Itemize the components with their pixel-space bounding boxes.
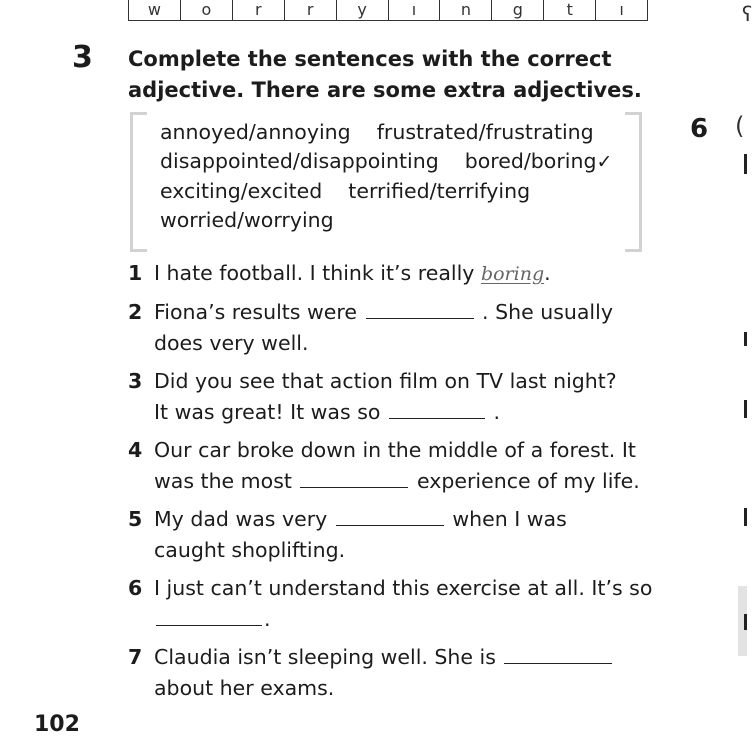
sentence-part: about her exams.	[154, 676, 335, 700]
word-option: terrified/terrifying	[348, 179, 531, 203]
answer-blank[interactable]	[366, 299, 474, 319]
edge-fragment	[744, 614, 747, 630]
next-exercise-number: 6	[690, 114, 709, 144]
word-row	[160, 177, 612, 206]
bracket-right	[625, 112, 642, 252]
sentence-item	[128, 258, 688, 290]
sentence-item	[128, 642, 688, 704]
letter-cell: g	[491, 0, 543, 20]
instruction-line: Complete the sentences with the correct	[128, 47, 612, 71]
letter-cell: r	[284, 0, 336, 20]
word-row	[160, 147, 612, 177]
bracket-left	[130, 112, 147, 252]
edge-fragment: ʕ	[742, 2, 752, 26]
word-list	[160, 118, 612, 235]
sentence-number: 4	[128, 438, 143, 462]
edge-fragment	[744, 400, 747, 418]
word-row	[160, 206, 612, 235]
sentence-part: I hate football. I think it’s really	[154, 261, 475, 285]
sentence-part: Claudia isn’t sleeping well. She is	[154, 645, 496, 669]
sentence-item	[128, 573, 688, 635]
word-option: worried/worrying	[160, 208, 334, 232]
sentence-part: My dad was very	[154, 507, 328, 531]
answer-blank[interactable]	[300, 468, 408, 488]
sentence-text	[154, 435, 688, 497]
sentence-item	[128, 297, 688, 359]
edge-fragment	[744, 508, 747, 526]
sentence-part: .	[544, 261, 551, 285]
sentence-text	[154, 297, 688, 359]
sentence-part: It was great! It was so	[154, 400, 381, 424]
letter-cell: r	[232, 0, 284, 20]
edge-fragment	[744, 154, 747, 174]
sentence-part: I just can’t understand this exercise at all. It’s so	[154, 576, 653, 600]
sentence-text	[154, 504, 688, 566]
edge-fragment: (	[735, 112, 745, 140]
word-option: annoyed/annoying	[160, 120, 351, 144]
exercise-instruction	[128, 44, 688, 106]
sentence-part: .	[493, 400, 501, 424]
sentence-list	[128, 258, 688, 711]
sentence-number: 3	[128, 369, 143, 393]
letter-cell: n	[439, 0, 491, 20]
word-option: disappointed/disappointing	[160, 149, 439, 173]
sentence-part: was the most	[154, 469, 292, 493]
instruction-line: adjective. There are some extra adjectives.	[128, 78, 642, 102]
answer-blank[interactable]	[156, 606, 262, 626]
letter-strip	[128, 0, 648, 21]
sentence-part: does very well.	[154, 331, 309, 355]
sentence-part: Did you see that action film on TV last night?	[154, 369, 617, 393]
page-number: 102	[34, 712, 80, 737]
sentence-part: caught shoplifting.	[154, 538, 346, 562]
letter-cell: ı	[388, 0, 440, 20]
sentence-part: .	[264, 607, 271, 631]
sentence-item	[128, 435, 688, 497]
sentence-text	[154, 573, 688, 635]
answer-blank[interactable]	[389, 399, 485, 419]
sentence-part: Fiona’s results were	[154, 300, 357, 324]
word-box	[130, 112, 642, 246]
sentence-part: when I was	[452, 507, 567, 531]
letter-cell: t	[543, 0, 595, 20]
word-option: frustrated/frustrating	[376, 120, 594, 144]
word-option: bored/boring	[464, 149, 597, 173]
answer-blank[interactable]	[336, 506, 444, 526]
word-option: exciting/excited	[160, 179, 323, 203]
sentence-item	[128, 504, 688, 566]
sentence-item	[128, 366, 688, 428]
word-row	[160, 118, 612, 147]
sentence-part: . She usually	[482, 300, 613, 324]
checkmark-icon: ✓	[596, 151, 613, 173]
sentence-text	[154, 366, 688, 428]
sentence-number: 6	[128, 576, 143, 600]
sentence-text	[154, 642, 688, 704]
exercise-number: 3	[72, 40, 93, 75]
letter-cell: w	[147, 0, 161, 19]
sentence-part: experience of my life.	[416, 469, 640, 493]
sentence-number: 5	[128, 507, 143, 531]
handwritten-answer: boring	[480, 263, 545, 285]
answer-blank[interactable]	[504, 644, 612, 664]
edge-fragment	[744, 332, 747, 346]
sentence-text	[154, 258, 688, 290]
letter-cell: y	[336, 0, 388, 20]
sentence-number: 1	[128, 261, 143, 285]
letter-cell: ı	[595, 0, 647, 20]
sentence-number: 2	[128, 300, 143, 324]
sentence-number: 7	[128, 645, 143, 669]
sentence-part: Our car broke down in the middle of a forest. It	[154, 438, 636, 462]
letter-cell: o	[180, 0, 232, 20]
